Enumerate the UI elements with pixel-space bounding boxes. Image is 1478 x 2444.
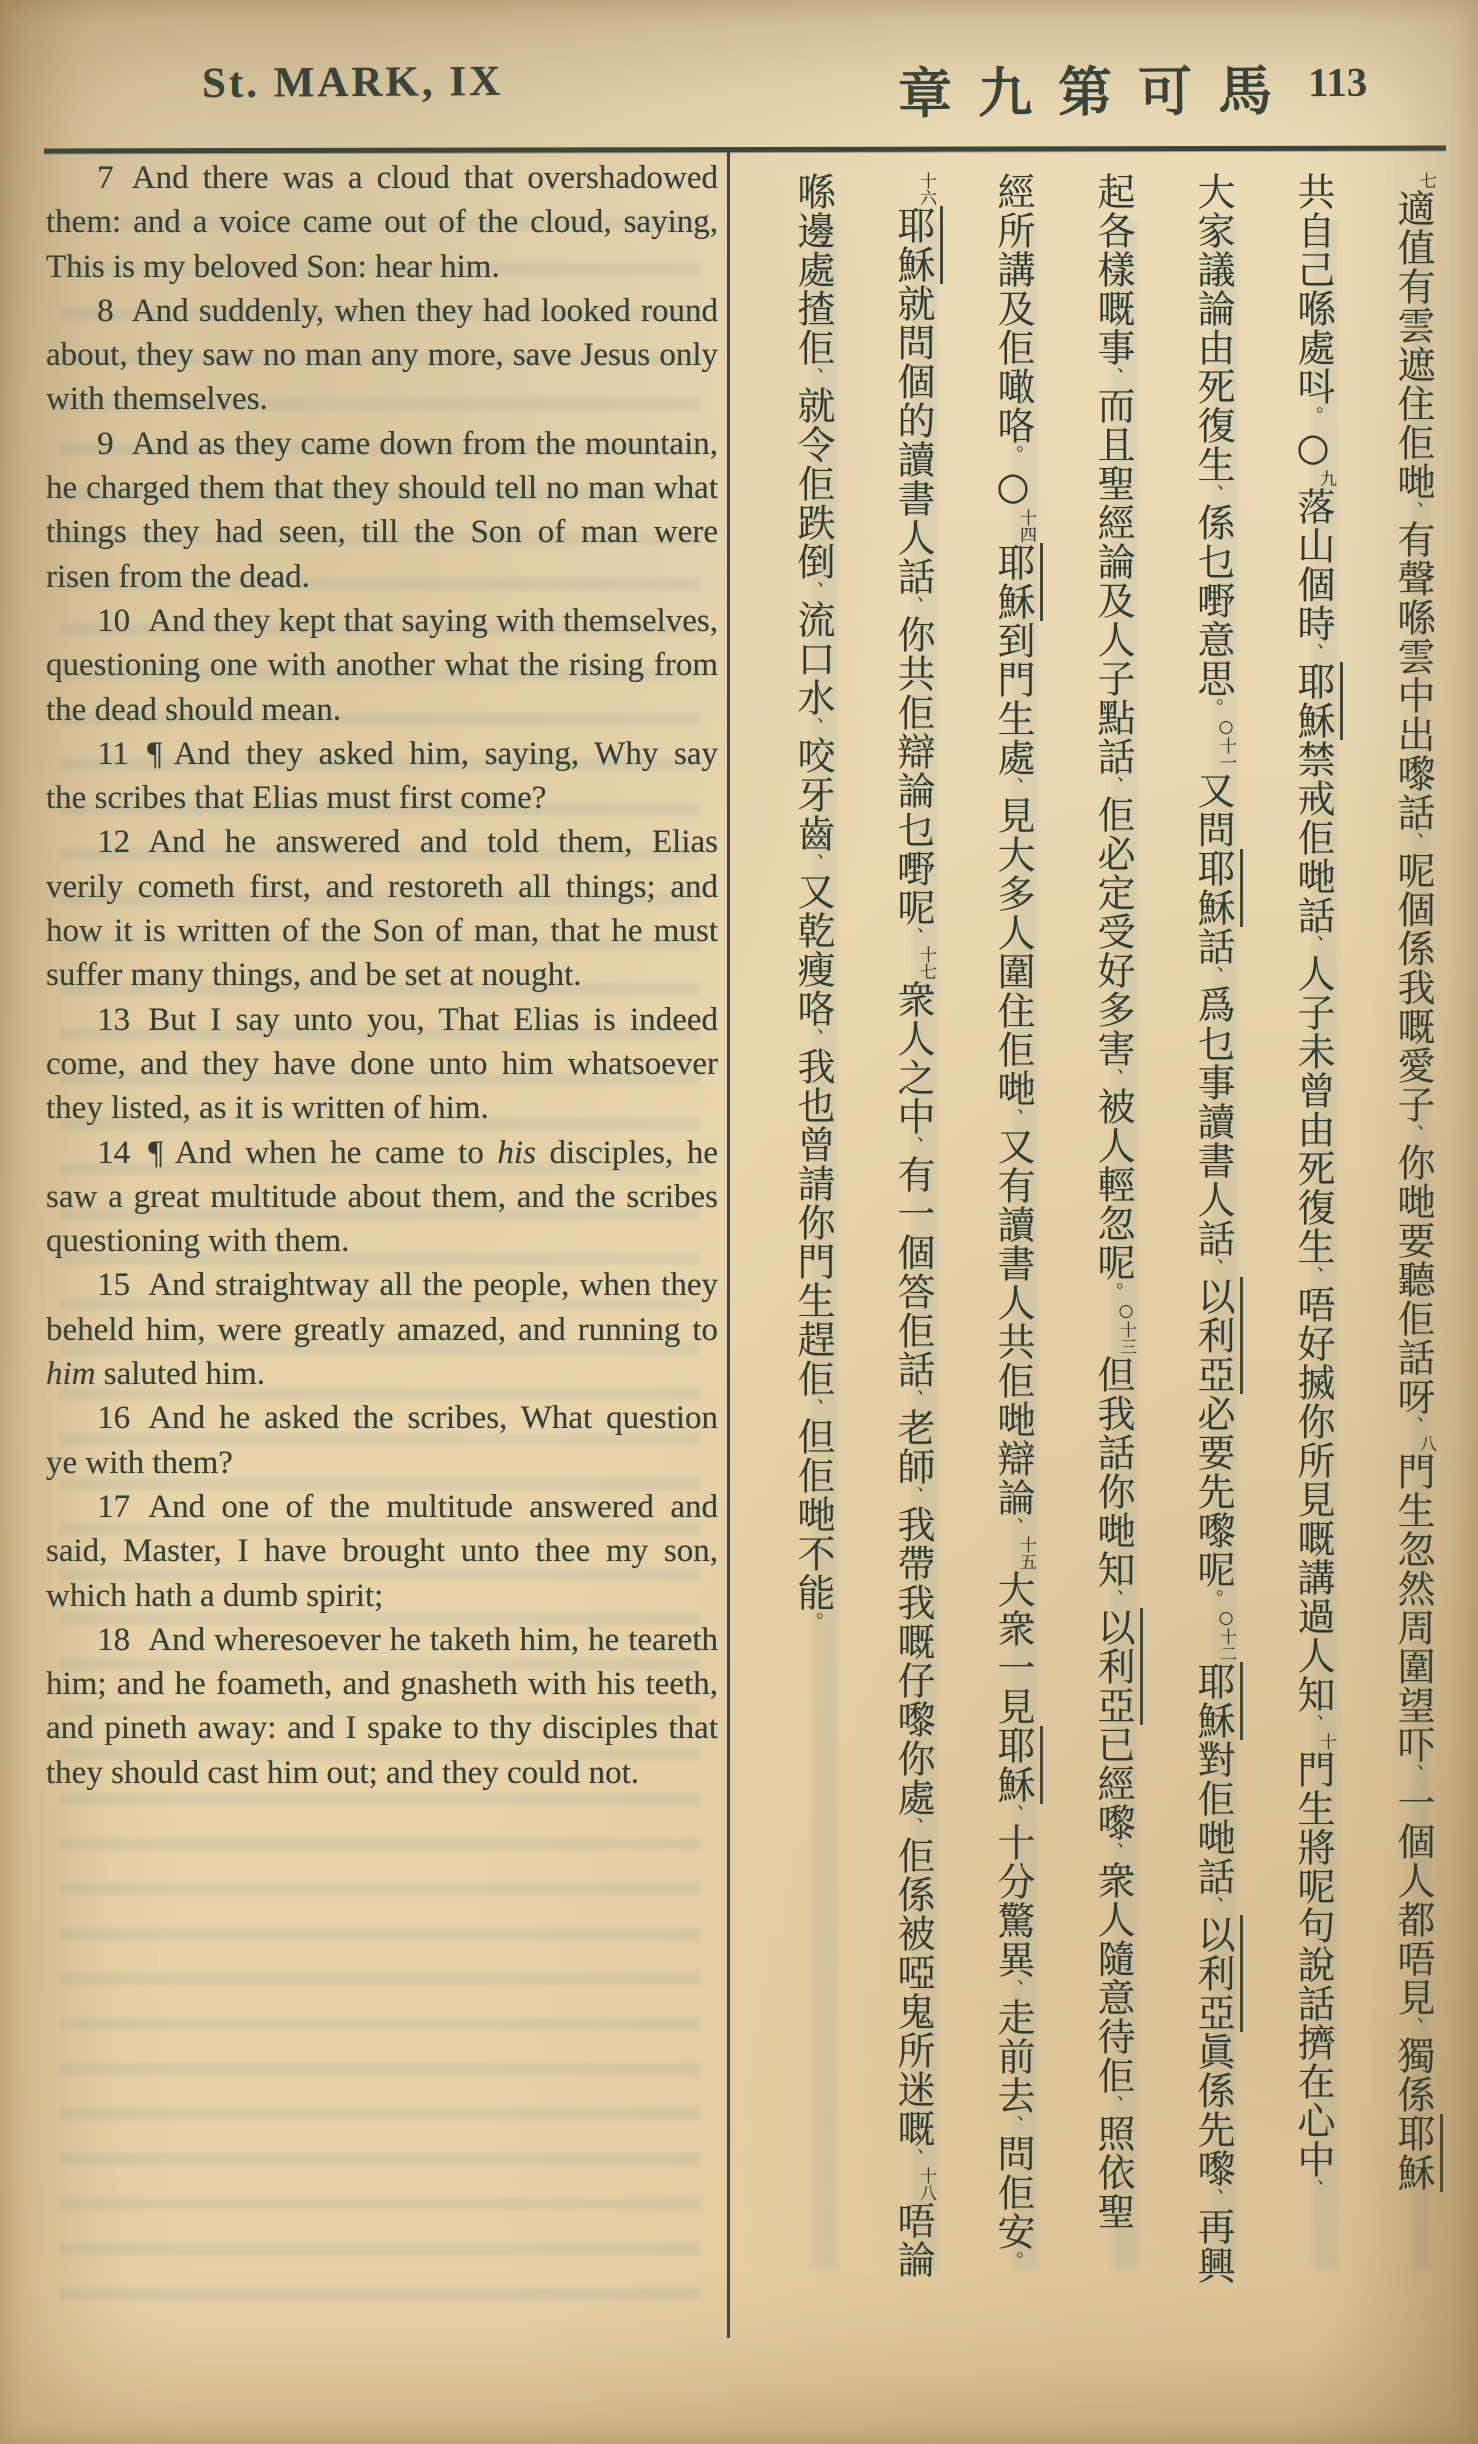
verse-number: 12: [97, 824, 131, 861]
verse-marker: ○十二: [1216, 1608, 1236, 1662]
punctuation-mark: 、: [1002, 1108, 1024, 1127]
verse-paragraph: [46, 998, 718, 1131]
proper-name: 以利亞: [1191, 1915, 1243, 2032]
punctuation-mark: 、: [1002, 1804, 1024, 1823]
proper-name: 以利亞: [1191, 1277, 1243, 1394]
header-rule: [44, 146, 1446, 154]
verse-paragraph: [46, 1131, 718, 1264]
punctuation-mark: 、: [802, 367, 824, 386]
verse-text: him: [46, 1356, 96, 1393]
verse-paragraph: [46, 156, 718, 289]
verse-text: his: [497, 1134, 536, 1171]
verse-number: 10: [97, 602, 131, 639]
proper-name: 以利亞: [1091, 1608, 1143, 1725]
punctuation-mark: 、: [1102, 776, 1124, 795]
punctuation-mark: 、: [1202, 484, 1224, 503]
proper-name: 耶穌: [991, 1726, 1043, 1804]
chinese-column-3: 大家議論由死復生、係乜嘢意思。○十一又問耶穌話、爲乜事讀書人話、以利亞必要先嚟呢。○十二耶穌對佢哋話、以利亞眞係先嚟、再興: [1145, 172, 1245, 2357]
punctuation-mark: 、: [1402, 1764, 1424, 1783]
verse-marker: ○十三: [1116, 1301, 1136, 1355]
punctuation-mark: 、: [1302, 2179, 1324, 2198]
punctuation-mark: 、: [1102, 367, 1124, 386]
punctuation-mark: 、: [1202, 1896, 1224, 1915]
verse-text: And they asked him, saying, Why say the scribes that Elias must first come?: [46, 735, 718, 817]
punctuation-mark: 、: [1102, 1842, 1124, 1861]
verse-paragraph: [46, 599, 718, 732]
verse-text: saluted him.: [95, 1356, 266, 1393]
punctuation-mark: 、: [902, 2148, 924, 2167]
proper-name: 耶穌: [1391, 2114, 1443, 2192]
verse-text: But I say unto you, That Elias is indeed come, and they have done unto him whatsoever they listed, as it is written of him.: [46, 1001, 718, 1127]
verse-number: 7: [97, 160, 114, 196]
verse-marker: 七: [1416, 172, 1436, 189]
punctuation-mark: 。: [1202, 1589, 1224, 1608]
verse-marker: 十七: [916, 946, 936, 980]
punctuation-mark: 、: [1402, 1124, 1424, 1143]
punctuation-mark: 。: [1202, 698, 1224, 717]
punctuation-mark: 、: [902, 1136, 924, 1155]
verse-marker: 十: [1316, 1733, 1336, 1750]
verse-paragraph: [46, 1618, 718, 1795]
chinese-column-1: 七適值有雲遮住佢哋、有聲喺雲中出嚟話、呢個係我嘅愛子、你哋要聽佢話呀、八門生忽然周圍望吓、一個人都唔見、獨係耶穌: [1345, 172, 1445, 2357]
verse-marker: 十六: [916, 172, 936, 206]
punctuation-mark: 、: [1102, 1589, 1124, 1608]
punctuation-mark: 。: [1002, 445, 1024, 464]
punctuation-mark: 、: [1302, 1714, 1324, 1733]
verse-marker: ○十一: [1216, 717, 1236, 771]
verse-text: And wheresoever he taketh him, he teareth him; and he foameth, and gnasheth with his teeth, and pineth away: and I spake to thy disciples that they should cast him out; and they could not.: [46, 1621, 718, 1791]
verse-text: And there was a cloud that overshadowed them: and a voice came out of the cloud, saying, This is my beloved Son: hear him.: [46, 160, 718, 285]
verse-number: 18: [97, 1621, 131, 1658]
verse-paragraph: [46, 1396, 718, 1485]
punctuation-mark: 、: [802, 717, 824, 736]
chinese-column-5: 經所講及佢噉咯。○十四耶穌到門生處、見大多人圍住佢哋、又有讀書人共佢哋辯論、十五大衆一見耶穌、十分驚異、走前去、問佢安。: [945, 172, 1045, 2357]
punctuation-mark: 。: [1102, 1282, 1124, 1301]
verse-paragraph: [46, 289, 718, 422]
punctuation-mark: 、: [1302, 935, 1324, 954]
proper-name: 耶穌: [1291, 662, 1343, 740]
verse-marker: 十四: [1016, 509, 1036, 543]
verse-marker: 九: [1316, 470, 1336, 487]
punctuation-mark: 、: [1002, 1979, 1024, 1998]
verse-text: disciples, he saw a great multitude about them, and the scribes questioning with them.: [46, 1134, 718, 1260]
running-head-chinese: 章九第可馬: [897, 59, 1299, 126]
punctuation-mark: 、: [1402, 832, 1424, 851]
chinese-column-6: 十六耶穌就問個的讀書人話、你共佢辯論乜嘢呢、十七衆人之中、有一個答佢話、老師、我帶我嘅仔嚟你處、佢係被啞鬼所迷嘅、十八唔論: [845, 172, 945, 2357]
verse-marker: 十八: [916, 2167, 936, 2201]
proper-name: 耶穌: [991, 543, 1043, 621]
verse-number: 15: [97, 1267, 131, 1304]
proper-name: 耶穌: [891, 206, 943, 284]
punctuation-mark: 、: [1002, 777, 1024, 796]
verse-number: 8: [97, 292, 114, 329]
column-divider: [727, 152, 730, 2338]
verse-marker: 十五: [1016, 1536, 1036, 1570]
verse-number: 16: [97, 1400, 131, 1437]
punctuation-mark: 、: [1002, 1517, 1024, 1536]
verse-number: 9: [97, 425, 114, 462]
punctuation-mark: 、: [902, 927, 924, 946]
verse-text: And he answered and told them, Elias verily cometh first, and restoreth all things; and how it is written of the Son of man, that he must suffer many things, and be set at nought.: [46, 824, 718, 994]
proper-name: 耶穌: [1191, 1662, 1243, 1740]
punctuation-mark: 、: [1002, 2115, 1024, 2134]
punctuation-mark: 。: [1002, 2251, 1024, 2270]
punctuation-mark: 、: [802, 581, 824, 600]
verse-text: And one of the multitude answered and said, Master, I have brought unto thee my son, which hath a dumb spirit;: [46, 1488, 718, 1614]
page-number: 113: [1307, 58, 1368, 106]
pilcrow: ¶: [147, 735, 163, 772]
punctuation-mark: 、: [1302, 643, 1324, 662]
verse-paragraph: [46, 732, 718, 821]
verse-text: And he asked the scribes, What question ye with them?: [46, 1400, 718, 1481]
punctuation-mark: 、: [802, 1398, 824, 1417]
punctuation-mark: 、: [1202, 2188, 1224, 2207]
chinese-column-7: 喺邊處揸佢、就令佢跌倒、流口水、咬牙齒、又乾瘦咯、我也曾請你門生趕佢、但佢哋不能。: [791, 172, 835, 1631]
chinese-text-block: [745, 172, 1445, 2357]
punctuation-mark: 、: [1402, 501, 1424, 520]
punctuation-mark: 、: [1202, 966, 1224, 985]
verse-text: And they kept that saying with themselves, questioning one with another what the rising from the dead should mean.: [46, 602, 718, 728]
verse-text: And when he came to: [174, 1134, 498, 1171]
punctuation-mark: 、: [802, 853, 824, 872]
punctuation-mark: 。: [1302, 406, 1324, 425]
verse-number: 17: [97, 1488, 131, 1525]
verse-paragraph: [46, 1263, 718, 1396]
proper-name: 耶穌: [1191, 849, 1243, 927]
punctuation-mark: 、: [1202, 1258, 1224, 1277]
verse-number: 13: [97, 1001, 131, 1038]
verse-paragraph: [46, 820, 718, 997]
verse-text: And straightway all the people, when they beheld him, were greatly amazed, and running to: [46, 1267, 718, 1348]
punctuation-mark: 、: [1402, 2017, 1424, 2036]
verse-text: And as they came down from the mountain, he charged them that they should tell no man what things they had seen, till the Son of man were risen from the dead.: [46, 425, 718, 595]
punctuation-mark: 、: [1402, 1416, 1424, 1435]
punctuation-mark: 、: [902, 1486, 924, 1505]
punctuation-mark: 。: [802, 1612, 824, 1631]
punctuation-mark: 、: [1102, 2095, 1124, 2114]
chinese-column-4: 起各樣嘅事、而且聖經論及人子點話、佢必定受好多害、被人輕忽呢。○十三但我話你哋知、以利亞已經嚟、衆人隨意待佢、照依聖: [1045, 172, 1145, 2357]
verse-marker: 八: [1416, 1435, 1436, 1452]
pilcrow: ¶: [148, 1134, 164, 1171]
verse-paragraph: [46, 1485, 718, 1618]
punctuation-mark: 、: [1102, 1068, 1124, 1087]
punctuation-mark: 、: [902, 1389, 924, 1408]
punctuation-mark: 、: [802, 1028, 824, 1047]
chinese-column-2: 共自己喺處呌。○九落山個時、耶穌禁戒佢哋話、人子未曾由死復生、唔好搣你所見嘅講過人知、十門生將呢句說話擠在心中、: [1245, 172, 1345, 2357]
verse-text: And suddenly, when they had looked round about, they saw no man any more, save Jesus only with themselves.: [46, 292, 718, 418]
verse-number: 11: [97, 735, 129, 772]
punctuation-mark: 、: [902, 596, 924, 615]
verse-number: 14: [97, 1134, 131, 1171]
punctuation-mark: 、: [1302, 1266, 1324, 1285]
running-head-english: St. MARK, IX: [201, 57, 504, 108]
english-column: [46, 156, 718, 1795]
punctuation-mark: 、: [902, 1817, 924, 1836]
verse-paragraph: [46, 422, 718, 599]
